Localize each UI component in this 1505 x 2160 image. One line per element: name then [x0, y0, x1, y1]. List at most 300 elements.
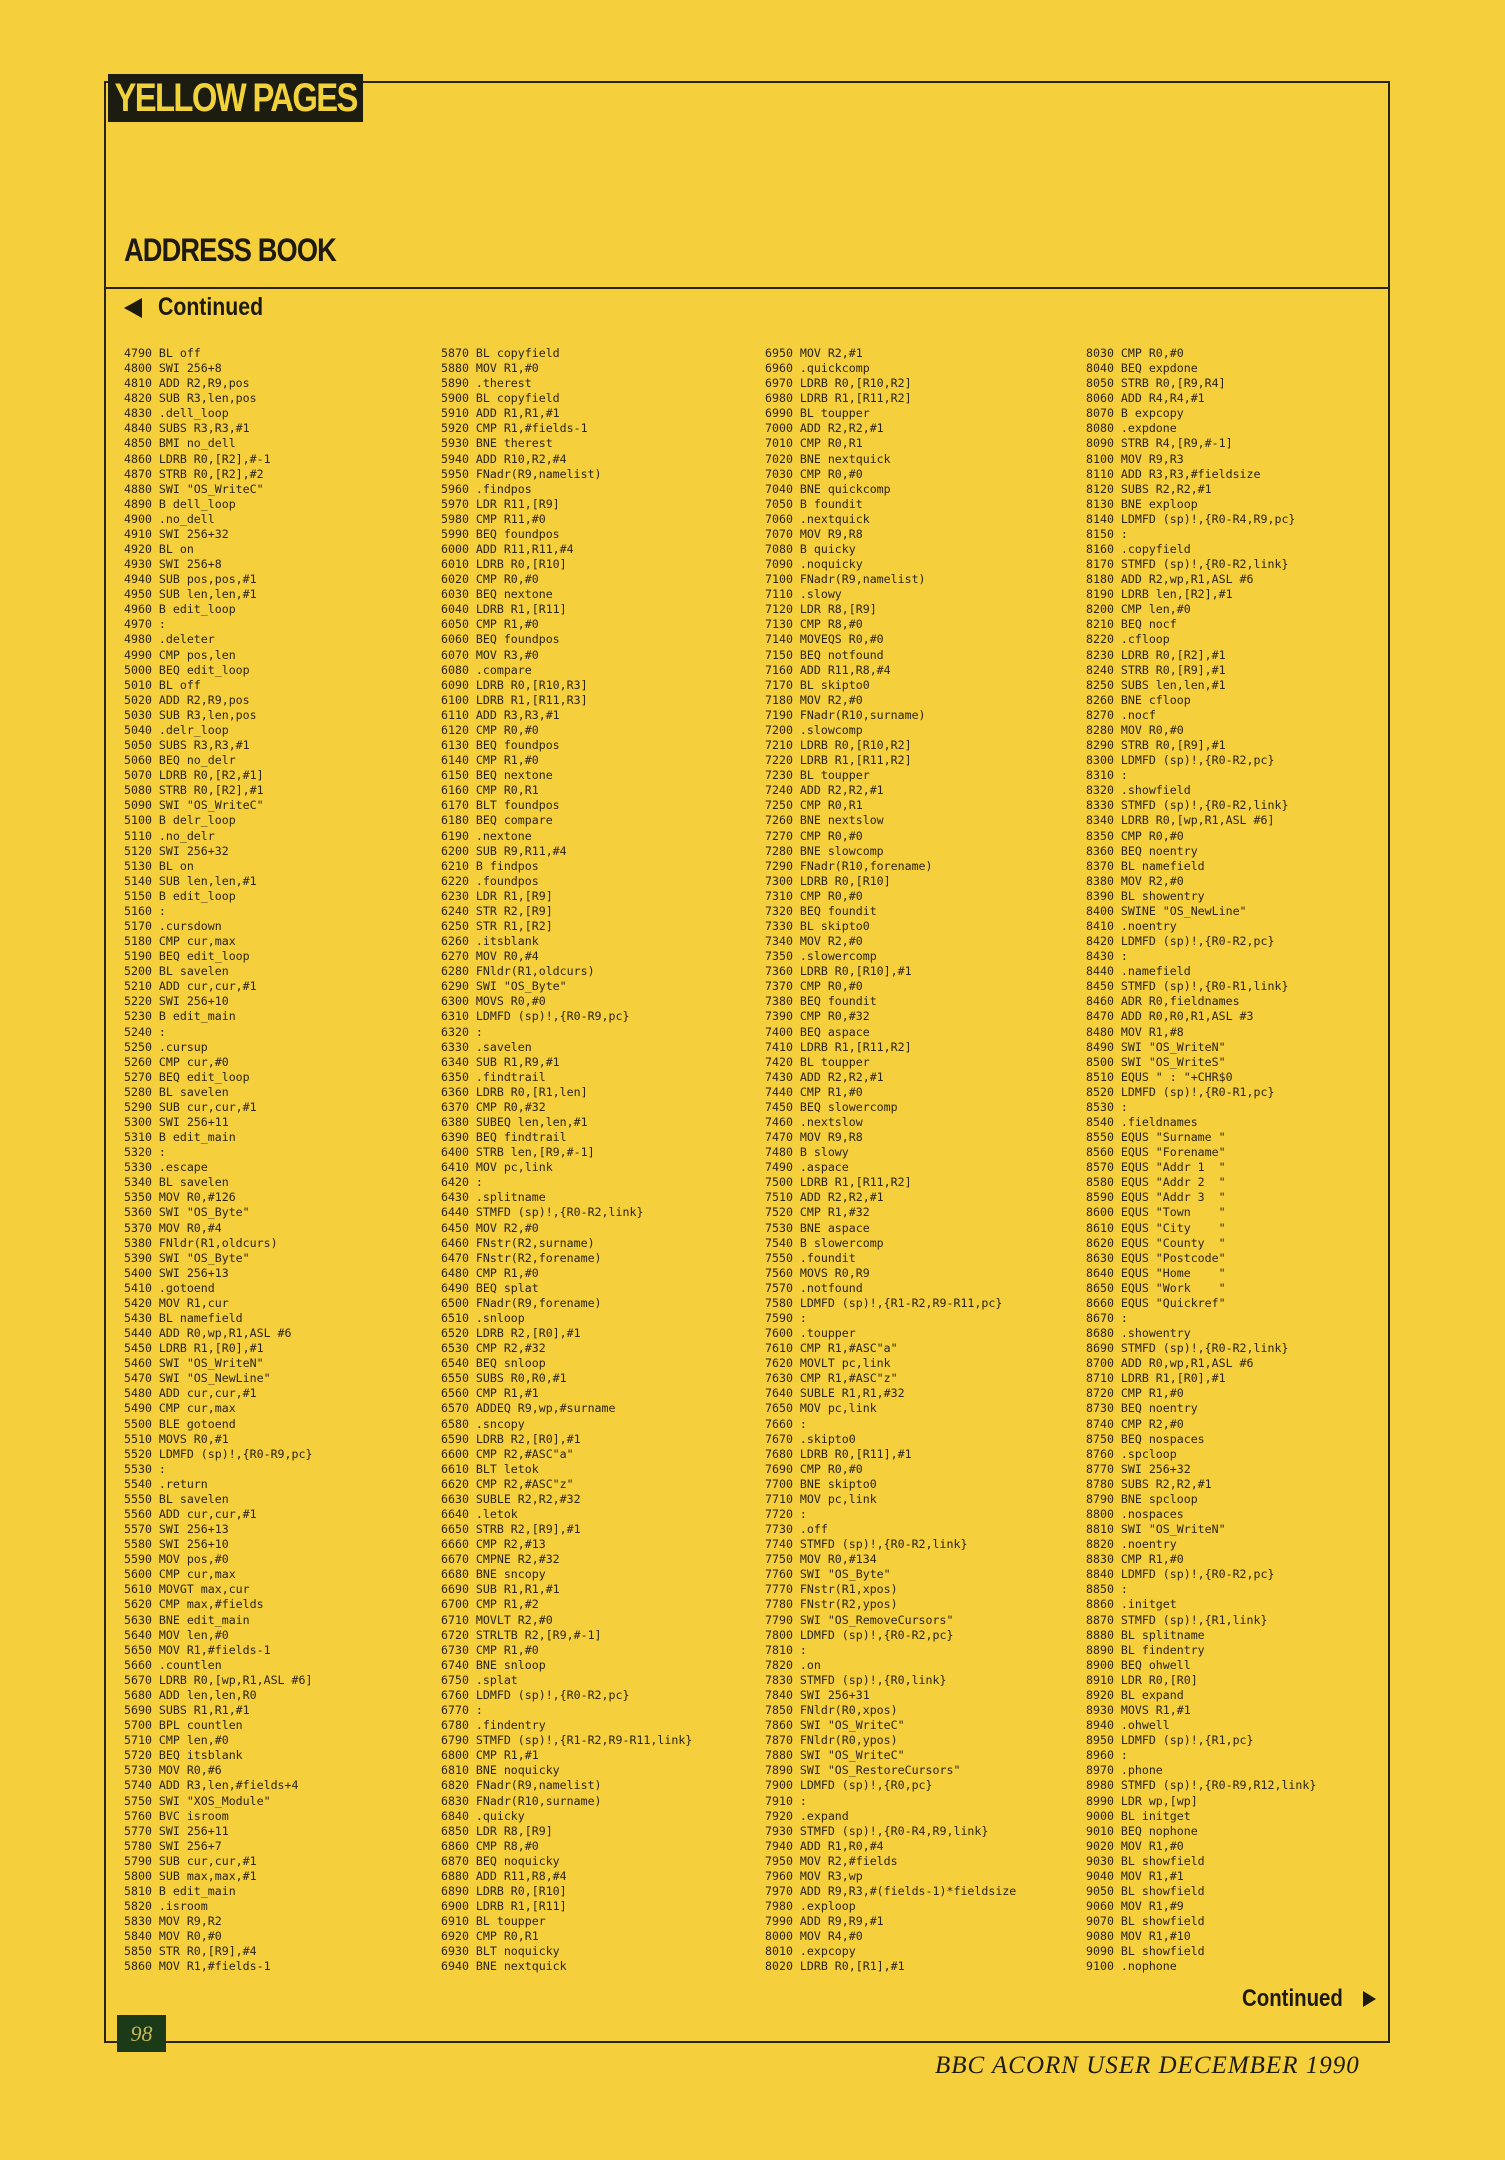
code-line: 8040 BEQ expdone	[1086, 361, 1198, 376]
code-line: 8480 MOV R1,#8	[1086, 1024, 1184, 1039]
code-line: 6210 B findpos	[441, 858, 539, 873]
code-line: 8620 EQUS "County "	[1086, 1235, 1226, 1250]
code-line: 7750 MOV R0,#134	[765, 1552, 877, 1567]
code-line: 7460 .nextslow	[765, 1114, 863, 1129]
code-line: 6690 SUB R1,R1,#1	[441, 1582, 560, 1597]
code-line: 5040 .delr_loop	[124, 722, 229, 737]
code-line: 6870 BEQ noquicky	[441, 1853, 560, 1868]
code-line: 6550 SUBS R0,R0,#1	[441, 1371, 567, 1386]
code-line: 5740 ADD R3,len,#fields+4	[124, 1778, 299, 1793]
code-line: 5610 MOVGT max,cur	[124, 1582, 250, 1597]
code-line: 7540 B slowercomp	[765, 1235, 884, 1250]
code-line: 8010 .expcopy	[765, 1944, 856, 1959]
code-line: 5690 SUBS R1,R1,#1	[124, 1703, 250, 1718]
code-line: 9090 BL showfield	[1086, 1944, 1205, 1959]
code-line: 7420 BL toupper	[765, 1054, 870, 1069]
code-line: 8220 .cfloop	[1086, 632, 1170, 647]
code-line: 8680 .showentry	[1086, 1326, 1191, 1341]
code-line: 8230 LDRB R0,[R2],#1	[1086, 647, 1226, 662]
code-line: 6940 BNE nextquick	[441, 1959, 567, 1974]
code-line: 8340 LDRB R0,[wp,R1,ASL #6]	[1086, 813, 1275, 828]
code-line: 7780 FNstr(R2,ypos)	[765, 1597, 898, 1612]
code-line: 5430 BL namefield	[124, 1311, 243, 1325]
code-line: 6520 LDRB R2,[R0],#1	[441, 1326, 581, 1341]
code-line: 7560 MOVS R0,R9	[765, 1265, 870, 1280]
right-triangle-icon	[1363, 1991, 1376, 2007]
code-line: 6640 .letok	[441, 1507, 518, 1522]
code-line: 7680 LDRB R0,[R11],#1	[765, 1446, 912, 1461]
code-line: 5720 BEQ itsblank	[124, 1748, 243, 1763]
code-line: 8770 SWI 256+32	[1086, 1461, 1191, 1476]
code-line: 7730 .off	[765, 1522, 828, 1537]
code-line: 6160 CMP R0,R1	[441, 783, 539, 798]
code-line: 7250 CMP R0,R1	[765, 798, 863, 813]
code-line: 7870 FNldr(R0,ypos)	[765, 1733, 898, 1748]
code-line: 4850 BMI no_dell	[124, 436, 236, 451]
code-line: 6400 STRB len,[R9,#-1]	[441, 1145, 595, 1160]
code-line: 4910 SWI 256+32	[124, 526, 229, 541]
code-line: 8090 STRB R4,[R9,#-1]	[1086, 436, 1233, 451]
code-line: 7150 BEQ notfound	[765, 647, 884, 662]
code-line: 6620 CMP R2,#ASC"z"	[441, 1476, 574, 1491]
code-line: 8400 SWINE "OS_NewLine"	[1086, 903, 1247, 918]
code-line: 5830 MOV R9,R2	[124, 1914, 222, 1929]
code-line: 7970 ADD R9,R3,#(fields-1)*fieldsize	[765, 1883, 1017, 1898]
code-line: 5780 SWI 256+7	[124, 1838, 222, 1853]
code-line: 8280 MOV R0,#0	[1086, 722, 1184, 737]
code-line: 6730 CMP R1,#0	[441, 1642, 539, 1657]
code-line: 5280 BL savelen	[124, 1084, 229, 1099]
code-line: 5570 SWI 256+13	[124, 1522, 229, 1537]
code-line: 7700 BNE skipto0	[765, 1476, 877, 1491]
code-line: 7590 :	[765, 1311, 807, 1325]
code-line: 6970 LDRB R0,[R10,R2]	[765, 376, 912, 391]
code-line: 4800 SWI 256+8	[124, 361, 222, 376]
code-line: 5140 SUB len,len,#1	[124, 873, 257, 888]
code-line: 5520 LDMFD (sp)!,{R0-R9,pc}	[124, 1446, 313, 1461]
code-line: 5050 SUBS R3,R3,#1	[124, 738, 250, 753]
code-line: 5370 MOV R0,#4	[124, 1220, 222, 1235]
code-line: 6820 FNadr(R9,namelist)	[441, 1778, 602, 1793]
code-line: 6310 LDMFD (sp)!,{R0-R9,pc}	[441, 1009, 630, 1024]
code-line: 5710 CMP len,#0	[124, 1733, 229, 1748]
code-line: 5600 CMP cur,max	[124, 1567, 236, 1582]
code-line: 8550 EQUS "Surname "	[1086, 1130, 1226, 1145]
article-title: ADDRESS BOOK	[124, 232, 336, 268]
code-line: 5700 BPL countlen	[124, 1718, 243, 1733]
code-line: 7120 LDR R8,[R9]	[765, 602, 877, 617]
code-line: 6360 LDRB R0,[R1,len]	[441, 1084, 588, 1099]
code-line: 8100 MOV R9,R3	[1086, 451, 1184, 466]
code-line: 6490 BEQ splat	[441, 1280, 539, 1295]
code-line: 5980 CMP R11,#0	[441, 511, 546, 526]
code-line: 7050 B foundit	[765, 496, 863, 511]
code-line: 7860 SWI "OS_WriteC"	[765, 1718, 905, 1733]
code-line: 8470 ADD R0,R0,R1,ASL #3	[1086, 1009, 1254, 1024]
code-line: 6600 CMP R2,#ASC"a"	[441, 1446, 574, 1461]
code-line: 8030 CMP R0,#0	[1086, 346, 1184, 360]
code-line: 7640 SUBLE R1,R1,#32	[765, 1386, 905, 1401]
code-line: 8640 EQUS "Home "	[1086, 1265, 1226, 1280]
code-line: 8540 .fieldnames	[1086, 1114, 1198, 1129]
code-line: 6050 CMP R1,#0	[441, 617, 539, 632]
code-line: 7410 LDRB R1,[R11,R2]	[765, 1039, 912, 1054]
section-banner: YELLOW PAGES	[108, 74, 363, 122]
code-line: 8980 STMFD (sp)!,{R0-R9,R12,link}	[1086, 1778, 1317, 1793]
code-line: 8350 CMP R0,#0	[1086, 828, 1184, 843]
code-line: 6930 BLT noquicky	[441, 1944, 560, 1959]
code-line: 5460 SWI "OS_WriteN"	[124, 1356, 264, 1371]
code-line: 6370 CMP R0,#32	[441, 1099, 546, 1114]
code-line: 8570 EQUS "Addr 1 "	[1086, 1160, 1226, 1175]
code-line: 7830 STMFD (sp)!,{R0,link}	[765, 1672, 947, 1687]
listing-column-1	[124, 346, 444, 1974]
code-line: 5340 BL savelen	[124, 1175, 229, 1190]
code-line: 5850 STR R0,[R9],#4	[124, 1944, 257, 1959]
code-line: 7090 .noquicky	[765, 557, 863, 572]
code-line: 9080 MOV R1,#10	[1086, 1929, 1191, 1944]
code-line: 4960 B edit_loop	[124, 602, 236, 617]
code-line: 6560 CMP R1,#1	[441, 1386, 539, 1401]
code-line: 7370 CMP R0,#0	[765, 979, 863, 994]
code-line: 7880 SWI "OS_WriteC"	[765, 1748, 905, 1763]
code-line: 7770 FNstr(R1,xpos)	[765, 1582, 898, 1597]
code-line: 8520 LDMFD (sp)!,{R0-R1,pc}	[1086, 1084, 1275, 1099]
code-line: 7790 SWI "OS_RemoveCursors"	[765, 1612, 954, 1627]
code-line: 8450 STMFD (sp)!,{R0-R1,link}	[1086, 979, 1289, 994]
code-line: 7440 CMP R1,#0	[765, 1084, 863, 1099]
code-line: 5890 .therest	[441, 376, 532, 391]
code-line: 8460 ADR R0,fieldnames	[1086, 994, 1240, 1009]
code-line: 5030 SUB R3,len,pos	[124, 707, 257, 722]
code-line: 9060 MOV R1,#9	[1086, 1899, 1184, 1914]
code-line: 6350 .findtrail	[441, 1069, 546, 1084]
code-line: 7190 FNadr(R10,surname)	[765, 707, 926, 722]
code-line: 6670 CMPNE R2,#32	[441, 1552, 560, 1567]
code-line: 7520 CMP R1,#32	[765, 1205, 870, 1220]
code-line: 4900 .no_dell	[124, 511, 215, 526]
code-line: 8430 :	[1086, 949, 1128, 964]
code-line: 5970 LDR R11,[R9]	[441, 496, 560, 511]
code-line: 4980 .deleter	[124, 632, 215, 647]
code-line: 8050 STRB R0,[R9,R4]	[1086, 376, 1226, 391]
code-line: 8140 LDMFD (sp)!,{R0-R4,R9,pc}	[1086, 511, 1296, 526]
code-line: 5920 CMP R1,#fields-1	[441, 421, 588, 436]
code-line: 4920 BL on	[124, 542, 194, 557]
code-line: 8300 LDMFD (sp)!,{R0-R2,pc}	[1086, 753, 1275, 768]
code-line: 8890 BL findentry	[1086, 1642, 1205, 1657]
code-line: 4970 :	[124, 617, 166, 632]
code-line: 8560 EQUS "Forename"	[1086, 1145, 1226, 1160]
code-line: 6450 MOV R2,#0	[441, 1220, 539, 1235]
continued-next-label	[1242, 1985, 1376, 2013]
code-line: 8690 STMFD (sp)!,{R0-R2,link}	[1086, 1341, 1289, 1356]
code-line: 5480 ADD cur,cur,#1	[124, 1386, 257, 1401]
code-line: 5800 SUB max,max,#1	[124, 1868, 257, 1883]
code-line: 9070 BL showfield	[1086, 1914, 1205, 1929]
code-line: 7290 FNadr(R10,forename)	[765, 858, 933, 873]
code-line: 8200 CMP len,#0	[1086, 602, 1191, 617]
code-line: 5990 BEQ foundpos	[441, 526, 560, 541]
code-line: 8750 BEQ nospaces	[1086, 1431, 1205, 1446]
code-line: 6120 CMP R0,#0	[441, 722, 539, 737]
code-line: 6580 .sncopy	[441, 1416, 525, 1431]
code-line: 9040 MOV R1,#1	[1086, 1868, 1184, 1883]
code-line: 5810 B edit_main	[124, 1883, 236, 1898]
code-line: 8940 .ohwell	[1086, 1718, 1170, 1733]
code-line: 8580 EQUS "Addr 2 "	[1086, 1175, 1226, 1190]
code-line: 7760 SWI "OS_Byte"	[765, 1567, 891, 1582]
code-line: 8110 ADD R3,R3,#fieldsize	[1086, 466, 1261, 481]
code-line: 6390 BEQ findtrail	[441, 1130, 567, 1145]
code-line: 7510 ADD R2,R2,#1	[765, 1190, 884, 1205]
code-line: 8150 :	[1086, 526, 1128, 541]
code-line: 7000 ADD R2,R2,#1	[765, 421, 884, 436]
code-line: 6890 LDRB R0,[R10]	[441, 1883, 567, 1898]
code-line: 6680 BNE sncopy	[441, 1567, 546, 1582]
code-line: 5020 ADD R2,R9,pos	[124, 692, 250, 707]
code-line: 6740 BNE snloop	[441, 1657, 546, 1672]
code-line: 5420 MOV R1,cur	[124, 1295, 229, 1310]
code-line: 7470 MOV R9,R8	[765, 1130, 863, 1145]
code-line: 5560 ADD cur,cur,#1	[124, 1507, 257, 1522]
code-line: 5540 .return	[124, 1476, 208, 1491]
code-line: 6260 .itsblank	[441, 934, 539, 949]
listing-column-4	[1086, 346, 1406, 1974]
code-line: 8590 EQUS "Addr 3 "	[1086, 1190, 1226, 1205]
code-line: 7060 .nextquick	[765, 511, 870, 526]
code-line: 8420 LDMFD (sp)!,{R0-R2,pc}	[1086, 934, 1275, 949]
page-number: 98	[117, 2015, 166, 2052]
code-line: 5950 FNadr(R9,namelist)	[441, 466, 602, 481]
continued-next-text: Continued	[1242, 1985, 1343, 2012]
code-line: 5760 BVC isroom	[124, 1808, 229, 1823]
code-line: 6880 ADD R11,R8,#4	[441, 1868, 567, 1883]
code-line: 7580 LDMFD (sp)!,{R1-R2,R9-R11,pc}	[765, 1295, 1003, 1310]
code-line: 7900 LDMFD (sp)!,{R0,pc}	[765, 1778, 933, 1793]
code-line: 7690 CMP R0,#0	[765, 1461, 863, 1476]
code-line: 5110 .no_delr	[124, 828, 215, 843]
code-line: 5380 FNldr(R1,oldcurs)	[124, 1235, 278, 1250]
code-line: 8860 .initget	[1086, 1597, 1177, 1612]
code-line: 6860 CMP R8,#0	[441, 1838, 539, 1853]
code-line: 5270 BEQ edit_loop	[124, 1069, 250, 1084]
code-line: 5360 SWI "OS_Byte"	[124, 1205, 250, 1220]
code-line: 6240 STR R2,[R9]	[441, 903, 553, 918]
code-line: 7240 ADD R2,R2,#1	[765, 783, 884, 798]
code-line: 6710 MOVLT R2,#0	[441, 1612, 553, 1627]
code-line: 6130 BEQ foundpos	[441, 738, 560, 753]
code-line: 5070 LDRB R0,[R2,#1]	[124, 768, 264, 783]
code-line: 6460 FNstr(R2,surname)	[441, 1235, 595, 1250]
code-line: 7360 LDRB R0,[R10],#1	[765, 964, 912, 979]
code-line: 6220 .foundpos	[441, 873, 539, 888]
code-line: 7330 BL skipto0	[765, 918, 870, 933]
code-line: 6840 .quicky	[441, 1808, 525, 1823]
code-line: 8600 EQUS "Town "	[1086, 1205, 1226, 1220]
code-line: 5930 BNE therest	[441, 436, 553, 451]
code-line: 6790 STMFD (sp)!,{R1-R2,R9-R11,link}	[441, 1733, 693, 1748]
code-line: 6110 ADD R3,R3,#1	[441, 707, 560, 722]
code-line: 6530 CMP R2,#32	[441, 1341, 546, 1356]
code-line: 5790 SUB cur,cur,#1	[124, 1853, 257, 1868]
code-line: 8020 LDRB R0,[R1],#1	[765, 1959, 905, 1974]
code-line: 6800 CMP R1,#1	[441, 1748, 539, 1763]
code-line: 6470 FNstr(R2,forename)	[441, 1250, 602, 1265]
code-line: 6100 LDRB R1,[R11,R3]	[441, 692, 588, 707]
code-line: 7110 .slowy	[765, 587, 842, 602]
code-line: 6150 BEQ nextone	[441, 768, 553, 783]
code-line: 8970 .phone	[1086, 1763, 1163, 1778]
code-line: 5590 MOV pos,#0	[124, 1552, 229, 1567]
code-line: 6770 :	[441, 1703, 483, 1718]
code-line: 7530 BNE aspace	[765, 1220, 870, 1235]
code-line: 6920 CMP R0,R1	[441, 1929, 539, 1944]
code-line: 7450 BEQ slowercomp	[765, 1099, 898, 1114]
code-line: 8270 .nocf	[1086, 707, 1156, 722]
code-line: 8380 MOV R2,#0	[1086, 873, 1184, 888]
code-line: 8730 BEQ noentry	[1086, 1401, 1198, 1416]
code-line: 4990 CMP pos,len	[124, 647, 236, 662]
code-line: 6010 LDRB R0,[R10]	[441, 557, 567, 572]
code-line: 7930 STMFD (sp)!,{R0-R4,R9,link}	[765, 1823, 989, 1838]
code-line: 7990 ADD R9,R9,#1	[765, 1914, 884, 1929]
code-line: 6610 BLT letok	[441, 1461, 539, 1476]
code-line: 8800 .nospaces	[1086, 1507, 1184, 1522]
code-line: 7670 .skipto0	[765, 1431, 856, 1446]
code-line: 7390 CMP R0,#32	[765, 1009, 870, 1024]
code-line: 5770 SWI 256+11	[124, 1823, 229, 1838]
code-line: 7740 STMFD (sp)!,{R0-R2,link}	[765, 1537, 968, 1552]
code-line: 8950 LDMFD (sp)!,{R1,pc}	[1086, 1733, 1254, 1748]
code-line: 6300 MOVS R0,#0	[441, 994, 546, 1009]
code-line: 8410 .noentry	[1086, 918, 1177, 933]
code-line: 5260 CMP cur,#0	[124, 1054, 229, 1069]
code-line: 5680 ADD len,len,R0	[124, 1687, 257, 1702]
code-line: 7950 MOV R2,#fields	[765, 1853, 898, 1868]
code-line: 8710 LDRB R1,[R0],#1	[1086, 1371, 1226, 1386]
code-line: 8210 BEQ nocf	[1086, 617, 1177, 632]
code-line: 5180 CMP cur,max	[124, 934, 236, 949]
code-line: 4820 SUB R3,len,pos	[124, 391, 257, 406]
code-line: 7170 BL skipto0	[765, 677, 870, 692]
code-line: 7020 BNE nextquick	[765, 451, 891, 466]
code-line: 7840 SWI 256+31	[765, 1687, 870, 1702]
code-line: 5200 BL savelen	[124, 964, 229, 979]
code-line: 8700 ADD R0,wp,R1,ASL #6	[1086, 1356, 1254, 1371]
code-line: 5190 BEQ edit_loop	[124, 949, 250, 964]
code-line: 5670 LDRB R0,[wp,R1,ASL #6]	[124, 1672, 313, 1687]
code-line: 4790 BL off	[124, 346, 201, 360]
code-line: 5160 :	[124, 903, 166, 918]
code-line: 7890 SWI "OS_RestoreCursors"	[765, 1763, 961, 1778]
code-line: 8530 :	[1086, 1099, 1128, 1114]
code-line: 5660 .countlen	[124, 1657, 222, 1672]
code-line: 7710 MOV pc,link	[765, 1491, 877, 1506]
code-line: 5100 B delr_loop	[124, 813, 236, 828]
code-line: 7210 LDRB R0,[R10,R2]	[765, 738, 912, 753]
code-line: 7230 BL toupper	[765, 768, 870, 783]
code-line: 6590 LDRB R2,[R0],#1	[441, 1431, 581, 1446]
code-line: 8850 :	[1086, 1582, 1128, 1597]
code-line: 7920 .expand	[765, 1808, 849, 1823]
code-line: 5870 BL copyfield	[441, 346, 560, 360]
code-line: 8250 SUBS len,len,#1	[1086, 677, 1226, 692]
code-line: 6070 MOV R3,#0	[441, 647, 539, 662]
code-line: 9050 BL showfield	[1086, 1883, 1205, 1898]
code-line: 5530 :	[124, 1461, 166, 1476]
code-line: 5390 SWI "OS_Byte"	[124, 1250, 250, 1265]
code-line: 8490 SWI "OS_WriteN"	[1086, 1039, 1226, 1054]
code-line: 7650 MOV pc,link	[765, 1401, 877, 1416]
code-line: 9030 BL showfield	[1086, 1853, 1205, 1868]
code-line: 7480 B slowy	[765, 1145, 849, 1160]
code-line: 5150 B edit_loop	[124, 888, 236, 903]
code-line: 8840 LDMFD (sp)!,{R0-R2,pc}	[1086, 1567, 1275, 1582]
code-line: 4810 ADD R2,R9,pos	[124, 376, 250, 391]
code-line: 5300 SWI 256+11	[124, 1114, 229, 1129]
code-line: 8910 LDR R0,[R0]	[1086, 1672, 1198, 1687]
code-line: 5470 SWI "OS_NewLine"	[124, 1371, 271, 1386]
code-line: 8630 EQUS "Postcode"	[1086, 1250, 1226, 1265]
code-line: 9020 MOV R1,#0	[1086, 1838, 1184, 1853]
code-line: 8960 :	[1086, 1748, 1128, 1763]
code-line: 8870 STMFD (sp)!,{R1,link}	[1086, 1612, 1268, 1627]
code-line: 8160 .copyfield	[1086, 542, 1191, 557]
code-line: 7160 ADD R11,R8,#4	[765, 662, 891, 677]
code-line: 6230 LDR R1,[R9]	[441, 888, 553, 903]
code-line: 5960 .findpos	[441, 481, 532, 496]
code-line: 6280 FNldr(R1,oldcurs)	[441, 964, 595, 979]
code-line: 5230 B edit_main	[124, 1009, 236, 1024]
code-line: 6140 CMP R1,#0	[441, 753, 539, 768]
code-line: 5450 LDRB R1,[R0],#1	[124, 1341, 264, 1356]
code-line: 5310 B edit_main	[124, 1130, 236, 1145]
code-line: 7320 BEQ foundit	[765, 903, 877, 918]
code-line: 7140 MOVEQS R0,#0	[765, 632, 884, 647]
code-line: 5750 SWI "XOS_Module"	[124, 1793, 271, 1808]
code-line: 7340 MOV R2,#0	[765, 934, 863, 949]
code-line: 5550 BL savelen	[124, 1491, 229, 1506]
code-line: 5910 ADD R1,R1,#1	[441, 406, 560, 421]
code-line: 7260 BNE nextslow	[765, 813, 884, 828]
code-line: 5940 ADD R10,R2,#4	[441, 451, 567, 466]
code-line: 6570 ADDEQ R9,wp,#surname	[441, 1401, 616, 1416]
code-line: 7430 ADD R2,R2,#1	[765, 1069, 884, 1084]
code-line: 8650 EQUS "Work "	[1086, 1280, 1226, 1295]
code-line: 7660 :	[765, 1416, 807, 1431]
code-line: 8780 SUBS R2,R2,#1	[1086, 1476, 1212, 1491]
code-line: 5630 BNE edit_main	[124, 1612, 250, 1627]
code-line: 8360 BEQ noentry	[1086, 843, 1198, 858]
code-line: 8260 BNE cfloop	[1086, 692, 1191, 707]
code-line: 4860 LDRB R0,[R2],#-1	[124, 451, 271, 466]
code-line: 6510 .snloop	[441, 1311, 525, 1325]
code-line: 4880 SWI "OS_WriteC"	[124, 481, 264, 496]
code-line: 6320 :	[441, 1024, 483, 1039]
code-line: 7610 CMP R1,#ASC"a"	[765, 1341, 898, 1356]
code-line: 6900 LDRB R1,[R11]	[441, 1899, 567, 1914]
code-line: 8060 ADD R4,R4,#1	[1086, 391, 1205, 406]
code-line: 8390 BL showentry	[1086, 888, 1205, 903]
code-line: 8500 SWI "OS_WriteS"	[1086, 1054, 1226, 1069]
code-line: 5170 .cursdown	[124, 918, 222, 933]
code-line: 5440 ADD R0,wp,R1,ASL #6	[124, 1326, 292, 1341]
code-line: 7490 .aspace	[765, 1160, 849, 1175]
code-line: 7500 LDRB R1,[R11,R2]	[765, 1175, 912, 1190]
code-line: 7960 MOV R3,wp	[765, 1868, 863, 1883]
code-line: 9000 BL initget	[1086, 1808, 1191, 1823]
